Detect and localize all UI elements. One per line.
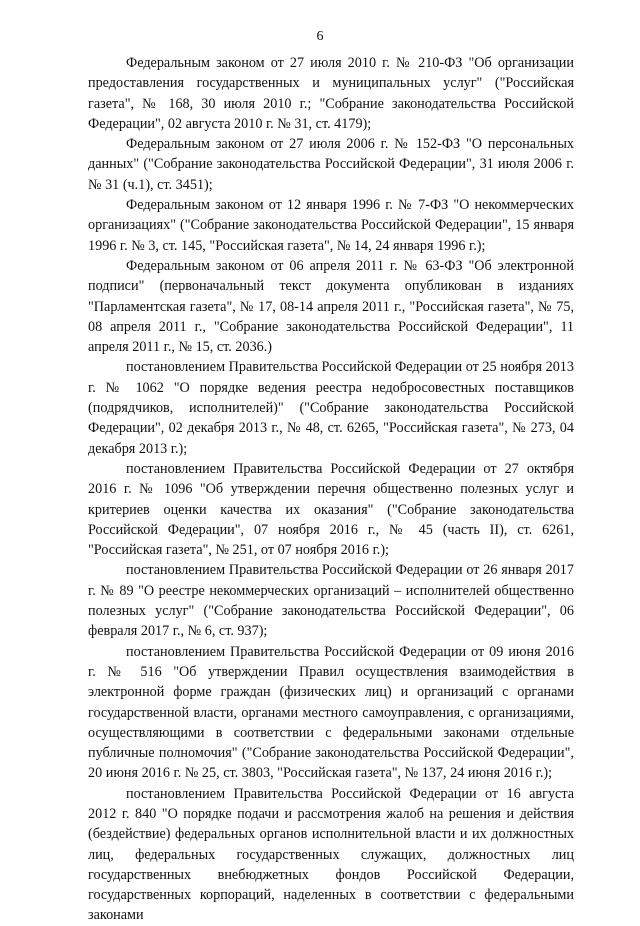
- paragraph-decree-1062: постановлением Правительства Российской Федерации от 25 ноября 2013 г. № 1062 "О порядке ведения реестра недобросовестных поставщиков (подрядчиков, исполнителей)" ("Собрание законодательства Российской Федерации", 02 декабря 2013 г., № 48, ст. 6265, "Российская газета", № 273, 04 декабря 2013 г.);: [88, 359, 574, 457]
- paragraph-law-63-fz: Федеральным законом от 06 апреля 2011 г. № 63-ФЗ "Об электронной подписи" (первоначальный текст документа опубликован в изданиях "Парламентская газета", № 17, 08-14 апреля 2011 г., "Российская газета", № 75, 08 апреля 2011 г., "Собрание законодательства Российской Федерации", 11 апреля 2011 г., № 15, ст. 2036.): [88, 257, 574, 356]
- paragraph-decree-1096: постановлением Правительства Российской Федерации от 27 октября 2016 г. № 1096 "Об утверждении перечня общественно полезных услуг и критериев оценки качества их оказания" ("Собрание законодательства Российской Федерации", 07 ноября 2016 г., № 45 (часть II), ст. 6261, "Российская газета", № 251, от 07 ноября 2016 г.);: [88, 460, 574, 559]
- paragraph-law-152-fz: Федеральным законом от 27 июля 2006 г. № 152-ФЗ "О персональных данных" ("Собрание законодательства Российской Федерации", 31 июля 2006 г. № 31 (ч.1), ст. 3451);: [88, 136, 574, 193]
- paragraph-law-7-fz: Федеральным законом от 12 января 1996 г. № 7-ФЗ "О некоммерческих организациях" ("Собрание законодательства Российской Федерации", 15 января 1996 г. № 3, ст. 145, "Российская газета", № 14, 24 января 1996 г.);: [88, 197, 574, 254]
- page-number: 6: [316, 29, 324, 44]
- paragraph-law-210-fz: Федеральным законом от 27 июля 2010 г. № 210-ФЗ "Об организации предоставления государственных и муниципальных услуг" ("Российская газета", № 168, 30 июля 2010 г.; "Собрание законодательства Российской Федерации", 02 августа 2010 г. № 31, ст. 4179);: [88, 55, 574, 132]
- paragraph-decree-840: постановлением Правительства Российской Федерации от 16 августа 2012 г. 840 "О порядке подачи и рассмотрения жалоб на решения и действия (бездействие) федеральных органов исполнительной власти и их должностных лиц, федеральных государственных служащих, должностных лиц государственных внебюджетных фондов Российской Федерации, государственных корпораций, наделенных в соответствии с федеральными законами: [88, 785, 574, 924]
- document-body: [88, 53, 574, 926]
- paragraph-decree-89: постановлением Правительства Российской Федерации от 26 января 2017 г. № 89 "О реестре некоммерческих организаций – исполнителей общественно полезных услуг" ("Собрание законодательства Российской Федерации", 06 февраля 2017 г., № 6, ст. 937);: [88, 562, 574, 640]
- paragraph-decree-516: постановлением Правительства Российской Федерации от 09 июня 2016 г. № 516 "Об утверждении Правил осуществления взаимодействия в электронной форме граждан (физических лиц) и организаций с органами государственной власти, органами местного самоуправления, с организациями, осуществляющими в соответствии с федеральными законами отдельные публичные полномочия" ("Собрание законодательства Российской Федерации", 20 июня 2016 г. № 25, ст. 3803, "Российская газета", № 137, 24 июня 2016 г.);: [88, 643, 574, 782]
